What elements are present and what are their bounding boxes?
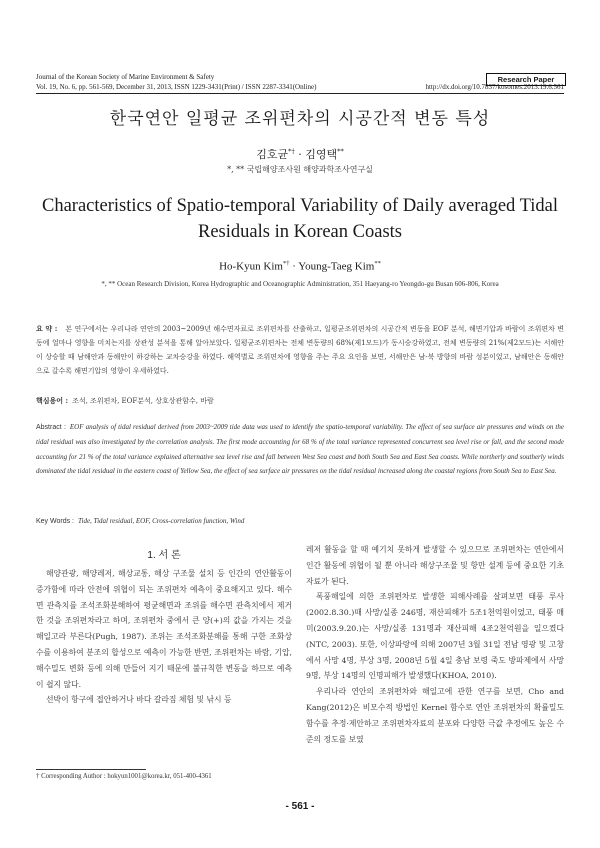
header-rule: [36, 93, 564, 94]
english-abstract: [36, 420, 564, 479]
section-heading-introduction: 1. 서 론: [147, 550, 181, 561]
korean-abstract-text: 본 연구에서는 우리나라 연안의 2003~2009년 해수면자료로 조위편차를 산출하고, 일평균조위편차의 시공간적 변동을 EOF 분석, 해면기압과 바람이 조위편차 변동에 얼마나 영향을 미치는지를 상관성 분석을 통해 알아보았다. 일평균조위편차는 전체 변동량의 68%(제1모드)가 동시승강하였고, 전체 변동량의 21%(제2모드)는 서해안이 상승할 때 남해안과 동해안이 하강하는 교차승강을 하였다. 해역별로 조위편차에 영향을 주는 주요 요인을 보면, 서해안은 남-북 방향의 바람 성분이었고, 남해안은 동해안으로 갈수록 해면기압의 영향이 우세하였다.: [36, 325, 564, 375]
body-paragraph: 선박이 항구에 접안하거나 바다 갈라짐 체험 및 낚시 등: [46, 695, 232, 705]
english-keywords-text: Tide, Tidal residual, EOF, Cross-correlation function, Wind: [78, 517, 245, 525]
body-paragraph: 레저 활동을 할 때 예기치 못하게 발생할 수 있으므로 조위편차는 연안에서 인간 활동에 위협이 될 뿐 아니라 해상구조물 및 항만 설계 등에 중요한 기초자료가 된다.: [306, 545, 564, 586]
english-affiliation: *, ** Ocean Research Division, Korea Hydrographic and Oceanographic Administration, 351 Haeyang-ro Yeongdo-gu Busan 606-806, Korea: [101, 280, 499, 288]
author2-en: Young-Taeg Kim: [298, 260, 375, 273]
author2-ko-mark: **: [337, 147, 344, 156]
page-number: - 561 -: [285, 801, 315, 812]
author-separator-en: ·: [289, 260, 299, 273]
body-paragraph: 우리나라 연안의 조위편차와 해일고에 관한 연구를 보면, Cho and Kang(2012)은 비모수적 방법인 Kernel 함수로 연안 조위편차의 확률밀도함수를 추정·제안하고 조위편차자료의 분포와 다양한 극값 추정에도 높은 수준의 정도를 보였: [306, 687, 564, 744]
korean-affiliation: *, ** 국립해양조사원 해양과학조사연구실: [227, 165, 373, 174]
body-column-left: [36, 566, 292, 708]
research-paper-badge: Research Paper: [486, 73, 566, 86]
author1-en-mark: *†: [282, 260, 290, 267]
korean-abstract-label: 요 약 :: [36, 324, 58, 333]
volume-line: Vol. 19, No. 6, pp. 561-569, December 31, 2013, ISSN 1229-3431(Print) / ISSN 2287-3341(Online): [36, 83, 317, 91]
english-title-line2: Residuals in Korean Coasts: [198, 222, 402, 242]
author1-ko: 김호균: [256, 148, 289, 161]
body-column-right: [306, 542, 564, 747]
body-paragraph: 폭풍해일에 의한 조위편차로 발생한 피해사례를 살펴보면 태풍 루사(2002.8.30.)때 사망/실종 246명, 재산피해가 5조1천억원이었고, 태풍 매미(2003.9.20.)는 사망/실종 131명과 재산피해 4조2천억원을 일으켰다(NTC, 2003). 또한, 이상파랑에 의해 2007년 3월 31일 전남 영광 및 고창에서 사망 4명, 부상 3명, 2008년 5월 4일 충남 보령 죽도 방파제에서 사망 9명, 부상 14명의 인명피해가 발생했다(KHOA, 2010).: [306, 592, 564, 681]
footnote-rule: [36, 769, 146, 770]
body-paragraph: 해양관광, 해양레저, 해상교통, 해상 구조물 설치 등 인간의 연안활동이 증가함에 따라 안전에 위협이 되는 조위편차 예측이 중요해지고 있다. 해수면 관측치를 조석조화분해하여 평균해면과 조위를 해수면 관측치에서 제거한 것을 조위편차라고 하며, 조위편차 중에서 큰 양(+)의 값을 가지는 것을 해일고라 부른다(Pugh, 1987). 조위는 조석조화분해를 통해 구한 조화상수를 이용하여 분조의 합성으로 예측이 가능한 반면, 조위편차는 바람, 기압, 해수밀도 변화 등에 의해 만들어 지기 때문에 불규칙한 변동을 하므로 예측이 쉽지 않다.: [36, 569, 292, 689]
author2-en-mark: **: [374, 260, 381, 267]
corresponding-author-footnote: † Corresponding Author : hokyun1001@korea.kr, 051-400-4361: [36, 773, 212, 780]
korean-keywords: [36, 396, 214, 406]
english-keywords: [36, 517, 244, 525]
english-title-line1: Characteristics of Spatio-temporal Variability of Daily averaged Tidal: [42, 196, 558, 216]
korean-abstract: [36, 322, 564, 378]
english-abstract-text: EOF analysis of tidal residual derived from 2003~2009 tide data was used to identify the spatio-temporal variability. The effect of sea surface air pressures and winds on the tidal residual was also investigated by the correlation analysis. The first mode accounting for 68 % of the total variance represented concurrent sea level rise or fall, and the second mode accounting for 21 % of the total variance explained alternative sea level rise and fall between West Sea coast and both South Sea and East Sea coasts. While northerly and southerly winds dominated the tidal residual in the eastern coast of Yellow Sea, the effect of sea surface air pressures on the tidal residual increased along the coastal regions from South Sea to East Sea.: [36, 423, 564, 476]
korean-title: 한국연안 일평균 조위편차의 시공간적 변동 특성: [109, 109, 491, 129]
journal-name: Journal of the Korean Society of Marine Environment & Safety: [36, 73, 215, 81]
author-separator: ·: [294, 148, 306, 161]
korean-authors: [36, 146, 564, 162]
author1-ko-mark: *†: [288, 147, 295, 156]
english-authors: [36, 260, 564, 273]
doi-link[interactable]: http://dx.doi.org/10.7837/kosomes.2013.19.6.561: [425, 83, 564, 91]
english-abstract-label: Abstract :: [36, 424, 66, 431]
korean-keywords-text: 조석, 조위편차, EOF분석, 상호상관함수, 바람: [72, 397, 214, 405]
korean-keywords-label: 핵심용어 :: [36, 396, 69, 405]
english-keywords-label: Key Words :: [36, 518, 74, 525]
author2-ko: 김영택: [305, 148, 338, 161]
author1-en: Ho-Kyun Kim: [219, 260, 283, 273]
